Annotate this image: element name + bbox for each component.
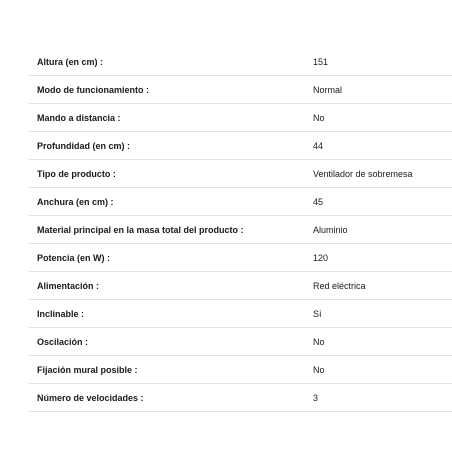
spec-value: Red eléctrica [313,280,366,291]
spec-label: Oscilación : [37,336,89,347]
spec-label: Modo de funcionamiento : [37,84,149,95]
spec-value: Sí [313,308,322,319]
spec-label: Inclinable : [37,308,85,319]
spec-row-depth [28,132,452,160]
spec-value: 3 [313,392,319,403]
spec-row-power-supply [28,272,452,300]
spec-value: No [313,336,325,347]
spec-row-main-material [28,216,452,244]
spec-row-tiltable [28,300,452,328]
spec-label: Número de velocidades : [37,392,144,403]
spec-value: Normal [313,84,343,95]
spec-value: No [313,112,325,123]
spec-label: Altura (en cm) : [37,56,104,67]
spec-row-wall-mount [28,356,452,384]
spec-label: Profundidad (en cm) : [37,140,130,151]
spec-label: Anchura (en cm) : [37,196,114,207]
spec-row-speed-count [28,384,452,412]
spec-row-height [28,48,452,76]
spec-label: Material principal en la masa total del producto : [37,224,244,235]
spec-label: Mando a distancia : [37,112,121,123]
spec-table [28,48,452,412]
spec-value: 45 [313,196,324,207]
spec-row-oscillation [28,328,452,356]
spec-label: Fijación mural posible : [37,364,138,375]
spec-label: Alimentación : [37,280,100,291]
spec-label: Tipo de producto : [37,168,116,179]
spec-row-power [28,244,452,272]
spec-label: Potencia (en W) : [37,252,111,263]
spec-value: No [313,364,325,375]
spec-row-product-type [28,160,452,188]
spec-row-remote-control [28,104,452,132]
spec-value: 120 [313,252,329,263]
spec-value: 44 [313,140,324,151]
spec-value: 151 [313,56,329,67]
spec-value: Ventilador de sobremesa [313,168,413,179]
spec-row-operating-mode [28,76,452,104]
spec-row-width [28,188,452,216]
spec-value: Aluminio [313,224,348,235]
